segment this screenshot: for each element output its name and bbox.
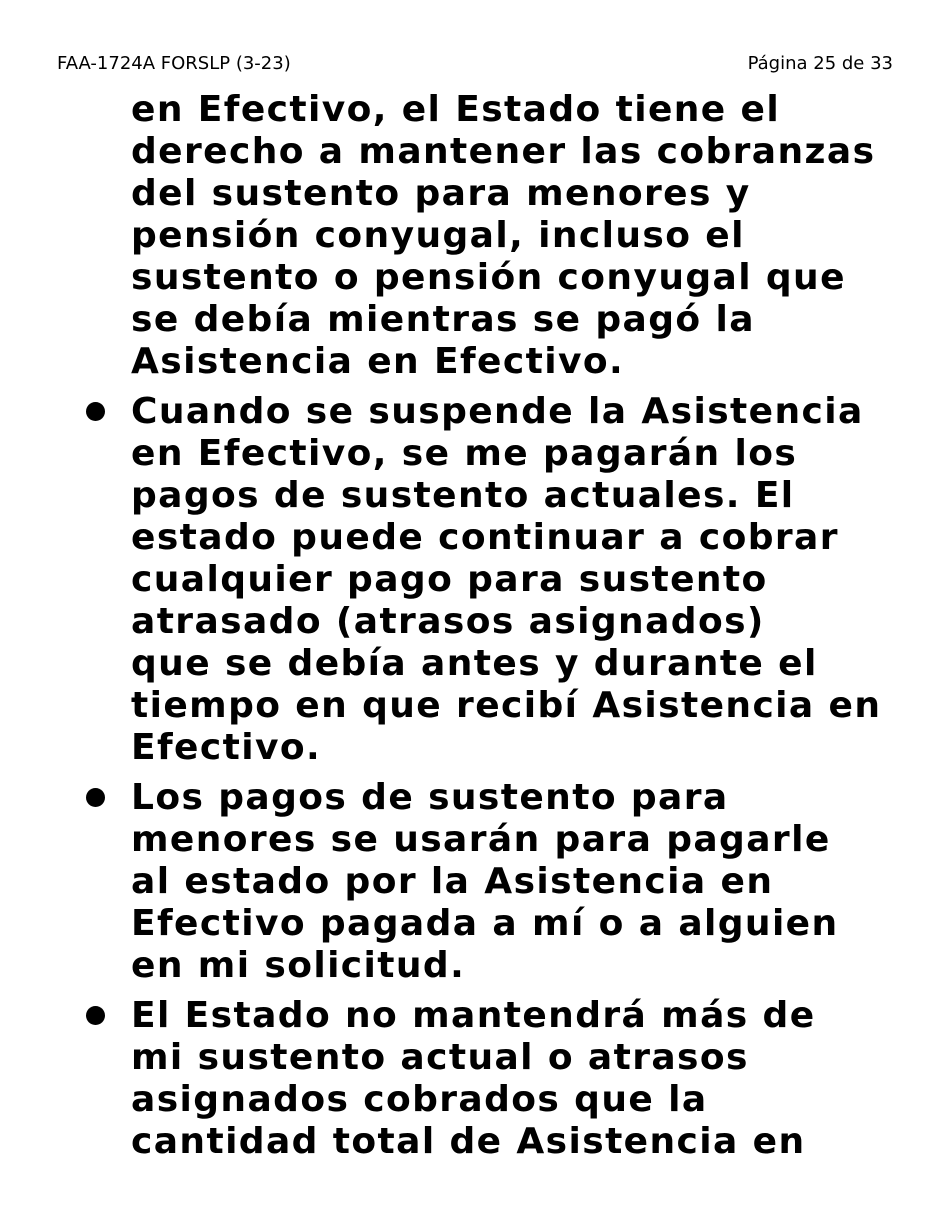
text-line: Asistencia en Efectivo. <box>131 341 625 382</box>
text-line: tiempo en que recibí Asistencia en <box>131 685 882 726</box>
text-line: cualquier pago para sustento <box>131 559 768 600</box>
text-line: sustento o pensión conyugal que <box>131 257 846 298</box>
bullet-item <box>0 391 950 769</box>
text-line: en mi solicitud. <box>131 945 466 986</box>
document-body <box>0 89 950 1171</box>
text-line: pensión conyugal, incluso el <box>131 215 745 256</box>
text-line: en Efectivo, se me pagarán los <box>131 433 798 474</box>
text-line: del sustento para menores y <box>131 173 751 214</box>
text-line: al estado por la Asistencia en <box>131 861 774 902</box>
page-number: Página 25 de 33 <box>747 53 893 74</box>
text-line: Efectivo pagada a mí o a alguien <box>131 903 839 944</box>
text-line: Efectivo. <box>131 727 322 768</box>
bullet-icon <box>86 402 105 421</box>
text-line: menores se usarán para pagarle <box>131 819 831 860</box>
text-line: en Efectivo, el Estado tiene el <box>131 89 781 130</box>
bullet-item <box>0 995 950 1163</box>
text-line: cantidad total de Asistencia en <box>131 1121 806 1162</box>
page-header <box>57 52 893 76</box>
text-line: Los pagos de sustento para <box>131 777 729 818</box>
paragraph-continuation <box>0 89 950 383</box>
text-line: El Estado no mantendrá más de <box>131 995 816 1036</box>
text-line: derecho a mantener las cobranzas <box>131 131 876 172</box>
text-line: Cuando se suspende la Asistencia <box>131 391 864 432</box>
text-line: pagos de sustento actuales. El <box>131 475 795 516</box>
text-line: mi sustento actual o atrasos <box>131 1037 749 1078</box>
form-code: FAA-1724A FORSLP (3-23) <box>57 53 291 74</box>
bullet-item <box>0 777 950 987</box>
text-line: atrasado (atrasos asignados) <box>131 601 765 642</box>
text-line: se debía mientras se pagó la <box>131 299 755 340</box>
bullet-icon <box>86 788 105 807</box>
text-line: que se debía antes y durante el <box>131 643 818 684</box>
text-line: estado puede continuar a cobrar <box>131 517 839 558</box>
text-line: asignados cobrados que la <box>131 1079 708 1120</box>
bullet-icon <box>86 1006 105 1025</box>
